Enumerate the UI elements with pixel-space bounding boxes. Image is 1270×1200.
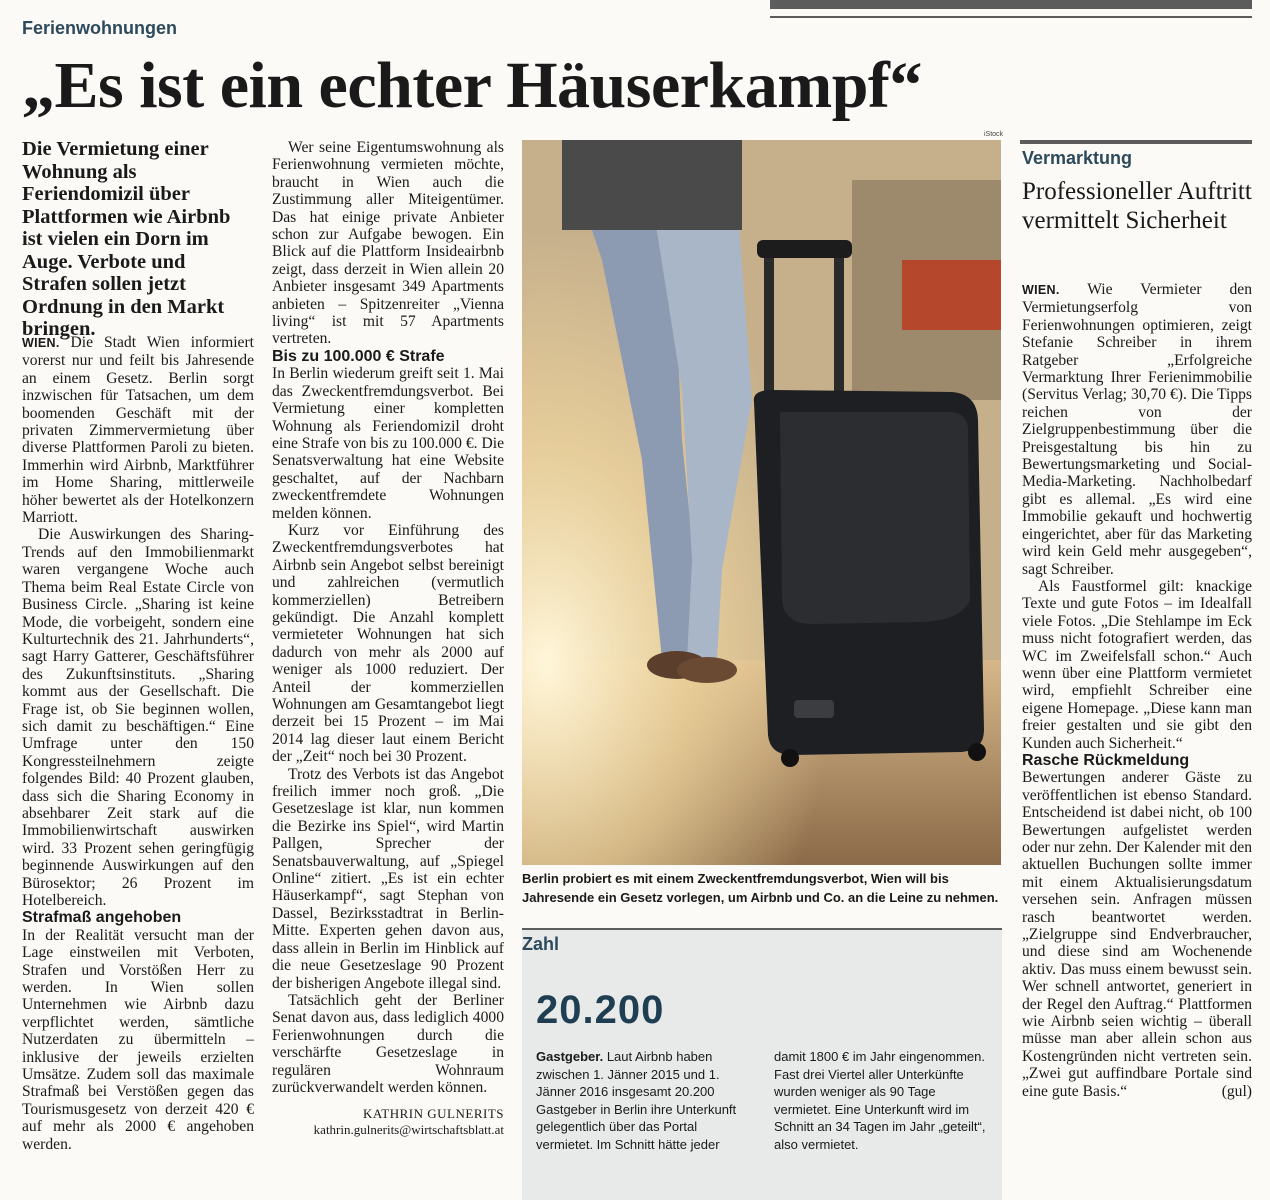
subhead-strafe: Bis zu 100.000 € Strafe bbox=[272, 347, 445, 365]
sidebar-paragraph-1: WIEN. Wie Vermieter den Vermietungserfolg von Ferienwohnungen optimieren, zeigt Stefanie Schreiber in ihrem Ratgeber „Erfolgreiche Vermarktung Ihrer Ferienimmobilie (Servitus Verlag; 30,70 €). Die Tipps reichen von der Zielgruppenbestimmung über die Preisgestaltung bis hin zu Bewertungsmarketing und Social-Media-Marketing. Nachholbedarf gibt es allemal. „Es wird eine Immobilie gekauft und hochwertig eingerichtet, aber für das Marketing wird kein Geld mehr ausgegeben“, sagt Schreiber. bbox=[1022, 281, 1252, 578]
dateline: WIEN. bbox=[22, 336, 60, 350]
suitcase-illustration bbox=[522, 140, 1001, 865]
col1-paragraph-3: In der Realität versucht man der Lage einstweilen mit Verboten, Strafen und Vorstößen Herr zu werden. In Wien sollen Unternehmen wie Airbnb dazu verpflichtet werden, sämtliche Nutzerdaten zu übermitteln – inklusive der jeweils erzielten Umsätze. Zudem soll das maximale Strafmaß bei Verstößen gegen das Tourismusgesetz von derzeit 420 € auf mehr als 2000 € angehoben werden. bbox=[22, 926, 254, 1153]
zahl-text-column-2: damit 1800 € im Jahr eingenommen. Fast drei Viertel aller Unterkünfte wurden weniger als 90 Tage vermietet. Eine Unterkunft wird im Schnitt an 34 Tagen im Jahr „geteilt“, also vermietet. bbox=[774, 1049, 986, 1152]
sidebar-paragraph-2: Als Faustformel gilt: knackige Texte und gute Fotos – im Idealfall viele Fotos. „Die Stehlampe im Eck muss nicht fotografiert werden, das WC im Zweifelsfall schon.“ Auch wenn über eine Plattform vermietet wird, empfiehlt Schreiber eine eigene Homepage. „Diese kann man freier gestalten und sie gibt den Kunden auch Sicherheit.“ bbox=[1022, 577, 1252, 752]
subhead-strafmass: Strafmaß angehoben bbox=[22, 909, 182, 927]
section-label: Ferienwohnungen bbox=[22, 18, 177, 38]
zahl-box-rule bbox=[522, 928, 1002, 930]
zahl-label: Zahl bbox=[522, 934, 560, 954]
headline: „Es ist ein echter Häuserkampf“ bbox=[22, 49, 922, 122]
col2-paragraph-1: Wer seine Eigentumswohnung als Ferienwohnung vermieten möchte, braucht in Wien auch die Zustimmung aller Miteigentümer. Das hat einige private Anbieter schon zur Aufgabe bewogen. Ein Blick auf die Plattform Insideairbnb zeigt, dass derzeit in Wien allein 20 Anbieter insgesamt 349 Apartments anbieten – Spitzenreiter „Vienna living“ ist mit 57 Apartments vertreten. bbox=[272, 139, 504, 348]
subhead-rueckmeldung: Rasche Rückmeldung bbox=[1022, 751, 1190, 769]
col1-paragraph-1: WIEN. Die Stadt Wien informiert vorerst nur und feilt bis Jahresende an einem Gesetz. Berlin sorgt inzwischen für Tatsachen, um dem boomenden Geschäft mit der privaten Zimmervermietung über diverse Plattformen Paroli zu bieten. Immerhin wird Airbnb, Marktführer im Home Sharing, mittlerweile höher bewertet als der Hotelkonzern Marriott. bbox=[22, 334, 254, 527]
zahl-text-column-1: Gastgeber. Laut Airbnb haben zwischen 1. Jänner 2015 und 1. Jänner 2016 insgesamt 20.200 Gastgeber in Berlin ihre Unterkunft gelegentlich über das Portal vermietet. Im Schnitt hätte jeder bbox=[536, 1049, 737, 1152]
col2-paragraph-3: Kurz vor Einführung des Zweckentfremdungsverbotes hat Airbnb sein Angebot selbst bereinigt und zahlreichen (vermutlich kommerziellen) Betreibern gekündigt. Die Anzahl komplett vermieteter Wohnungen hat sich dadurch von mehr als 2000 auf weniger als 1000 reduziert. Der Anteil der kommerziellen Wohnungen am Gesamtangebot liegt derzeit bei 15 Prozent – im Mai 2014 lag dieser laut einem Bericht der „Zeit“ noch bei 30 Prozent. bbox=[272, 521, 504, 766]
author-block bbox=[272, 1106, 504, 1138]
article-column-1 bbox=[22, 334, 254, 1153]
lead-paragraph: Die Vermietung einer Wohnung als Feriendomizil über Plattformen wie Airbnb ist vielen ein Dorn im Auge. Verbote und Strafen sollen jetzt Ordnung in den Markt bringen. bbox=[22, 138, 231, 340]
sidebar-headline: Professioneller Auftritt vermittelt Sicherheit bbox=[1022, 178, 1252, 234]
top-bar-outline bbox=[770, 9, 1252, 18]
zahl-number: 20.200 bbox=[536, 988, 665, 1032]
photo-caption: Berlin probiert es mit einem Zweckentfremdungsverbot, Wien will bis Jahresende ein Gesetz vorlegen, um Airbnb und Co. an die Leine zu nehmen. bbox=[522, 871, 999, 905]
sidebar-dateline: WIEN. bbox=[1022, 283, 1060, 297]
article-photo bbox=[522, 140, 1001, 865]
sidebar-paragraph-3: Bewertungen anderer Gäste zu veröffentlichen ist ebenso Standard. Entscheidend ist dabei nicht, ob 100 Bewertungen aufgelistet werden oder nur zehn. Der Kalender mit den aktuellen Buchungen sollte immer mit einem Aktualisierungsdatum versehen sein. Anfragen müssen rasch beantwortet werden. „Zielgruppe sind Endverbraucher, und diese sind am Wochenende aktiv. Das muss einem bewusst sein. Wer schnell antwortet, generiert in der Regel den Auftrag.“ Plattformen wie Airbnb seien wichtig – überall müsse man aber allein schon aus Kostengründen nicht vertreten sein. „Zwei gut auffindbare Portale sind eine gute Basis.“ (gul) bbox=[1022, 769, 1252, 1100]
article-column-2 bbox=[272, 139, 504, 1138]
col2-paragraph-5: Tatsächlich geht der Berliner Senat davon aus, dass lediglich 4000 Ferienwohnungen durch die verschärfte Gesetzeslage in regulären Wohnraum zurückverwandelt werden können. bbox=[272, 991, 504, 1096]
zahl-lead-word: Gastgeber. bbox=[536, 1049, 604, 1064]
author-email[interactable]: kathrin.gulnerits@wirtschaftsblatt.at bbox=[313, 1122, 504, 1138]
sidebar-rule bbox=[1020, 140, 1252, 144]
col2-paragraph-2: In Berlin wiederum greift seit 1. Mai das Zweckentfremdungsverbot. Bei Vermietung einer kompletten Wohnung als Feriendomizil droht eine Strafe von bis zu 100.000 €. Die Senatsverwaltung hat eine Website geschaltet, auf der Nachbarn zweckentfremdete Wohnungen melden können. bbox=[272, 365, 504, 522]
col2-paragraph-4: Trotz des Verbots ist das Angebot freilich immer noch groß. „Die Gesetzeslage ist klar, nun kommen die Bezirke ins Spiel“, wird Martin Pallgen, Sprecher der Senatsbauverwaltung, auf „Spiegel Online“ zitiert. „Es ist ein echter Häuserkampf“, sagt Stephan von Dassel, Bezirksstadtrat in Berlin-Mitte. Experten gehen davon aus, dass allein in Berlin im Hinblick auf die neue Gesetzeslage 90 Prozent der bisherigen Angebote illegal sind. bbox=[272, 765, 504, 992]
col1-paragraph-2: Die Auswirkungen des Sharing-Trends auf den Immobilienmarkt waren vergangene Woche auch Thema beim Real Estate Circle von Business Circle. „Sharing ist keine Mode, die vorbeigeht, sondern eine Kulturtechnik des 21. Jahrhunderts“, sagt Harry Gatterer, Geschäftsführer des Zukunftsinstituts. „Sharing kommt aus der Gesellschaft. Die Frage ist, ob Sie beginnen wollen, sich damit zu beschäftigen.“ Eine Umfrage unter den 150 Kongressteilnehmern zeigte folgendes Bild: 40 Prozent glauben, dass sich die Sharing Economy in absehbarer Zeit stark auf die Immobilienwirtschaft auswirken wird. 33 Prozent sehen geringfügig beginnende Auswirkungen auf den Bürosektor; 26 Prozent im Hotelbereich. bbox=[22, 526, 254, 909]
sidebar-section-label: Vermarktung bbox=[1022, 148, 1133, 168]
author-name: KATHRIN GULNERITS bbox=[362, 1106, 504, 1122]
photo-credit: iStock bbox=[984, 131, 1004, 138]
top-bar bbox=[770, 0, 1252, 9]
sidebar-signoff: (gul) bbox=[1221, 1082, 1252, 1100]
sidebar-column bbox=[1022, 281, 1252, 1100]
